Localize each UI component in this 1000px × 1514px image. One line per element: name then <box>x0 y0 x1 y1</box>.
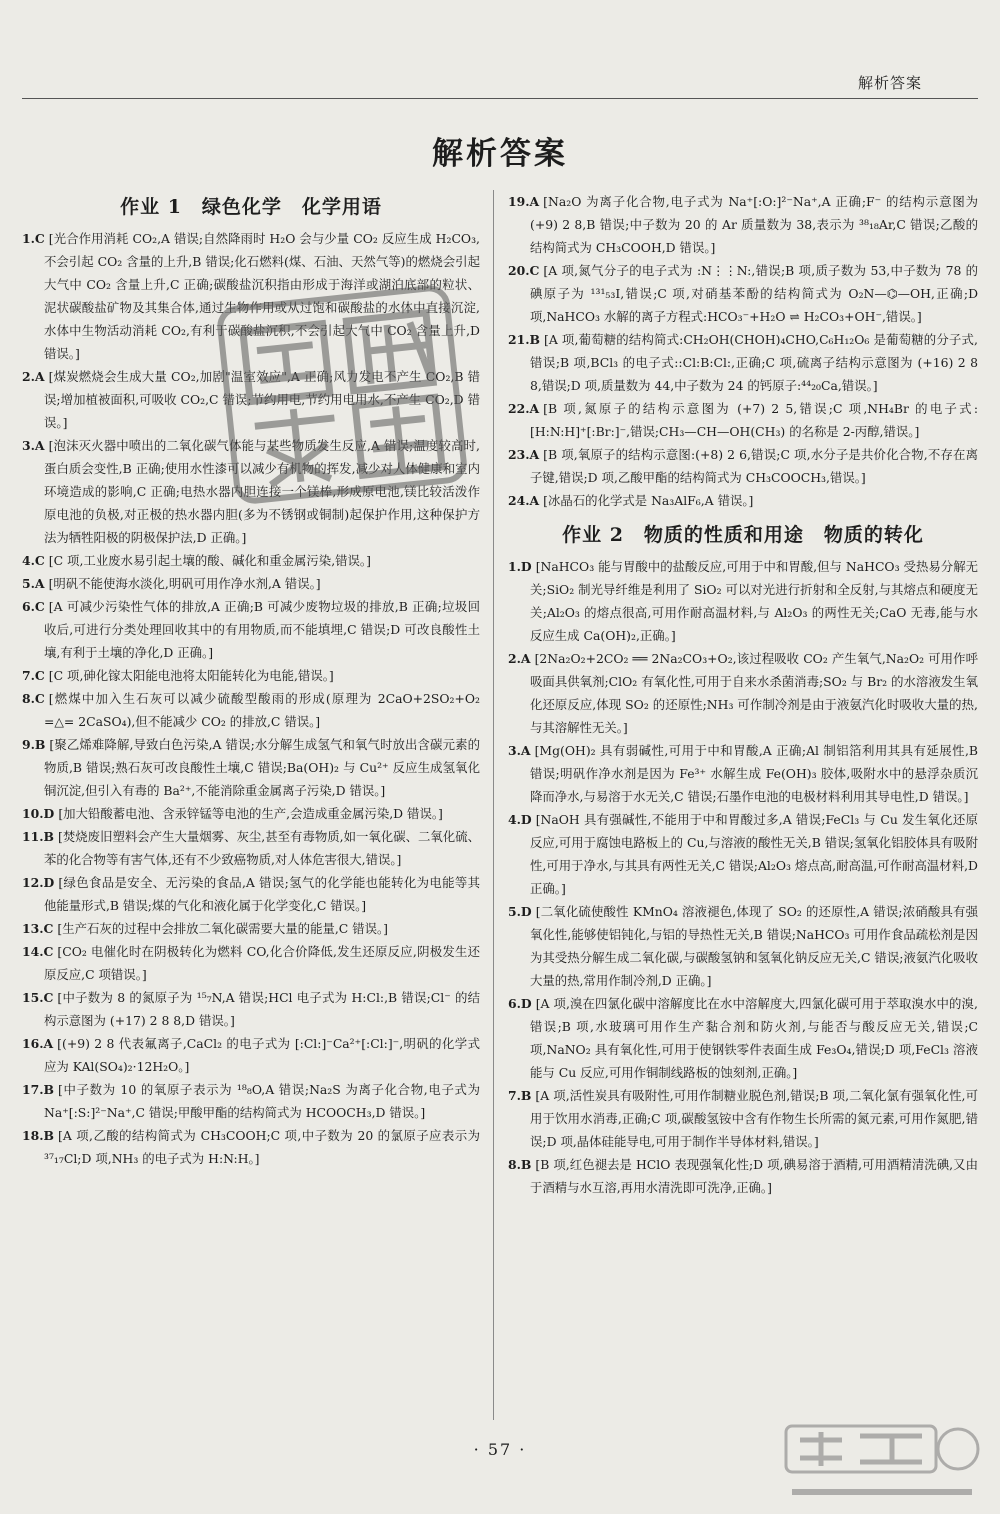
answer-number: 2.A <box>22 369 45 384</box>
answer-number: 18.B <box>22 1128 55 1143</box>
answer-text: [燃煤中加入生石灰可以减少硫酸型酸雨的形成(原理为 2CaO+2SO₂+O₂ =△= 2CaSO₄),但不能减少 CO₂ 的排放,C 错误。] <box>44 691 480 729</box>
answer-item <box>22 986 480 1032</box>
answer-number: 4.D <box>508 812 532 827</box>
answer-number: 8.B <box>508 1157 532 1172</box>
answer-text: [中子数为 8 的氮原子为 ¹⁵₇N,A 错误;HCl 电子式为 H:Cl:,B 错误;Cl⁻ 的结构示意图为 (+17) 2 8 8,D 错误。] <box>44 990 480 1028</box>
answer-item <box>508 259 978 328</box>
answer-item <box>22 1032 480 1078</box>
answer-number: 14.C <box>22 944 54 959</box>
answer-text: [冰晶石的化学式是 Na₃AlF₆,A 错误。] <box>543 493 754 508</box>
answer-text: [二氧化硫使酸性 KMnO₄ 溶液褪色,体现了 SO₂ 的还原性,A 错误;浓硝酸具有强氧化性,能够使铝钝化,与铝的导热性无关,B 错误;NaHCO₃ 可用作食品疏松剂是因为其受热分解生成二氧化碳,与碳酸氢钠和氢氧化钠反应无关,C 错误;液氨汽化吸收大量的热,常用作制冷剂,D 正确。] <box>530 904 978 988</box>
answer-number: 7.B <box>508 1088 532 1103</box>
watermark-logo <box>782 1422 982 1502</box>
answer-text: [焚烧废旧塑料会产生大量烟雾、灰尘,甚至有毒物质,如一氧化碳、二氧化硫、苯的化合物等有害气体,还有不少致癌物质,对人体危害很大,错误。] <box>44 829 480 867</box>
answer-text: [Na₂O 为离子化合物,电子式为 Na⁺[:O:]²⁻Na⁺,A 正确;F⁻ 的结构示意图为 (+9) 2 8,B 错误;中子数为 20 的 Ar 质量数为 38,表示为 ³⁸₁₈Ar,C 错误;乙酸的结构简式为 CH₃COOH,D 错误。] <box>530 194 978 255</box>
answer-text: [C 项,砷化镓太阳能电池将太阳能转化为电能,错误。] <box>48 668 334 683</box>
answer-number: 5.D <box>508 904 532 919</box>
answer-text: [加大铅酸蓄电池、含汞锌锰等电池的生产,会造成重金属污染,D 错误。] <box>58 806 443 821</box>
answer-item <box>22 595 480 664</box>
answer-number: 23.A <box>508 447 540 462</box>
answer-item <box>508 397 978 443</box>
answer-number: 8.C <box>22 691 45 706</box>
answer-number: 22.A <box>508 401 540 416</box>
answer-text: [聚乙烯难降解,导致白色污染,A 错误;水分解生成氢气和氧气时放出含碳元素的物质,B 错误;熟石灰可改良酸性土壤,C 错误;Ba(OH)₂ 与 Cu²⁺ 反应生成氢氧化铜沉淀,但引入有毒的 Ba²⁺,不能消除重金属离子污染,D 错误。] <box>44 737 480 798</box>
answer-number: 13.C <box>22 921 54 936</box>
answer-item <box>508 328 978 397</box>
answer-number: 5.A <box>22 576 45 591</box>
answer-text: [光合作用消耗 CO₂,A 错误;自然降雨时 H₂O 会与少量 CO₂ 反应生成 H₂CO₃,不会引起 CO₂ 含量的上升,B 错误;化石燃料(煤、石油、天然气等)的燃烧会引起大气中 CO₂ 含量上升,C 正确;碳酸盐沉积指由形成于海洋或湖泊底部的粒状、泥状碳酸盐矿物及其集合体,通过生物作用或从过饱和碳酸盐的水体中直接沉淀,水体中生物活动消耗 CO₂,有利于碳酸盐沉积,不会引起大气中 CO₂ 含量上升,D 错误。] <box>44 231 480 361</box>
answer-text: [A 项,溴在四氯化碳中溶解度比在水中溶解度大,四氯化碳可用于萃取溴水中的溴,错误;B 项,水玻璃可用作生产黏合剂和防火剂,与能否与酸反应无关,错误;C 项,NaNO₂ 具有氧化性,可用于使钢铁零件表面生成 Fe₃O₄,错误;D 项,FeCl₃ 溶液能与 Cu 反应,可用作铜制线路板的蚀刻剂,正确。] <box>530 996 978 1080</box>
answer-number: 21.B <box>508 332 541 347</box>
answer-number: 6.D <box>508 996 532 1011</box>
answer-number: 6.C <box>22 599 45 614</box>
answer-item <box>508 739 978 808</box>
answer-text: [(+9) 2 8 代表氟离子,CaCl₂ 的电子式为 [:Cl:]⁻Ca²⁺[:Cl:]⁻,明矾的化学式应为 KAl(SO₄)₂·12H₂O。] <box>44 1036 480 1074</box>
answer-text: [A 项,活性炭具有吸附性,可用作制糖业脱色剂,错误;B 项,二氧化氯有强氧化性,可用于饮用水消毒,正确;C 项,碳酸氢铵中含有作物生长所需的氮元素,可用作氮肥,错误;D 项,晶体硅能导电,可用于制作半导体材料,错误。] <box>530 1088 978 1149</box>
answer-number: 2.A <box>508 651 531 666</box>
answer-number: 9.B <box>22 737 46 752</box>
answer-item <box>22 940 480 986</box>
answer-text: [B 项,氧原子的结构示意图:(+8) 2 6,错误;C 项,水分子是共价化合物,不存在离子键,错误;D 项,乙酸甲酯的结构简式为 CH₃COOCH₃,错误。] <box>530 447 978 485</box>
answer-text: [NaOH 具有强碱性,不能用于中和胃酸过多,A 错误;FeCl₃ 与 Cu 发生氧化还原反应,可用于腐蚀电路板上的 Cu,与溶液的酸性无关,B 错误;氢氧化铝胶体具有吸附性,可用于净水,与其具有两性无关,C 错误;Al₂O₃ 熔点高,耐高温,可作耐高温材料,D 正确。] <box>530 812 978 896</box>
answer-item <box>508 190 978 259</box>
answer-text: [NaHCO₃ 能与胃酸中的盐酸反应,可用于中和胃酸,但与 NaHCO₃ 受热易分解无关;SiO₂ 制光导纤维是利用了 SiO₂ 可以对光进行折射和全反射,与其熔点和硬度无关;Al₂O₃ 的熔点很高,可用作耐高温材料,与 Al₂O₃ 的两性无关;CaO 无毒,能与水反应生成 Ca(OH)₂,正确。] <box>530 559 978 643</box>
answer-text: [2Na₂O₂+2CO₂ ══ 2Na₂CO₃+O₂,该过程吸收 CO₂ 产生氧气,Na₂O₂ 可用作呼吸面具供氧剂;ClO₂ 有氧化性,可用于自来水杀菌消毒;SO₂ 与 Br₂ 的水溶液发生氧化还原反应,体现 SO₂ 的还原性;NH₃ 可作制冷剂是由于液氨汽化时吸收大量的热,与其溶解性无关。] <box>530 651 978 735</box>
answer-item <box>508 1153 978 1199</box>
answer-number: 3.A <box>508 743 531 758</box>
header-rule <box>22 98 978 99</box>
right-column <box>508 190 978 1199</box>
answer-text: [B 项,氮原子的结构示意图为 (+7) 2 5,错误;C 项,NH₄Br 的电子式:[H:N:H]⁺[:Br:]⁻,错误;CH₃—CH—OH(CH₃) 的名称是 2-丙醇,错误。] <box>530 401 978 439</box>
answer-number: 1.C <box>22 231 45 246</box>
section-title: 作业 1 绿色化学 化学用语 <box>120 196 382 218</box>
answer-item <box>22 871 480 917</box>
answer-item <box>508 900 978 992</box>
answer-number: 7.C <box>22 668 45 683</box>
answer-number: 16.A <box>22 1036 54 1051</box>
answer-item <box>508 808 978 900</box>
answer-item <box>508 647 978 739</box>
answer-text: [中子数为 10 的氧原子表示为 ¹⁸₈O,A 错误;Na₂S 为离子化合物,电子式为 Na⁺[:S:]²⁻Na⁺,C 错误;甲酸甲酯的结构简式为 HCOOCH₃,D 错误。] <box>44 1082 480 1120</box>
answer-number: 11.B <box>22 829 55 844</box>
answer-number: 24.A <box>508 493 540 508</box>
answer-number: 3.A <box>22 438 45 453</box>
answer-item <box>22 802 480 825</box>
answer-item <box>22 687 480 733</box>
page-title: 解析答案 <box>432 136 568 172</box>
answer-number: 1.D <box>508 559 532 574</box>
answer-item <box>508 443 978 489</box>
answer-item <box>22 1078 480 1124</box>
answer-number: 4.C <box>22 553 45 568</box>
answer-text: [B 项,红色褪去是 HClO 表现强氧化性;D 项,碘易溶于酒精,可用酒精清洗碘,又由于酒精与水互溶,再用水清洗即可洗净,正确。] <box>530 1157 978 1195</box>
column-divider <box>493 190 494 1420</box>
answer-item <box>508 1084 978 1153</box>
answer-text: [C 项,工业废水易引起土壤的酸、碱化和重金属污染,错误。] <box>48 553 371 568</box>
section-title: 作业 2 物质的性质和用途 物质的转化 <box>562 524 924 546</box>
answer-text: [A 项,乙酸的结构简式为 CH₃COOH;C 项,中子数为 20 的氯原子应表示为 ³⁷₁₇Cl;D 项,NH₃ 的电子式为 H:N:H。] <box>44 1128 480 1166</box>
answer-item <box>508 489 978 512</box>
answer-number: 10.D <box>22 806 55 821</box>
answer-text: [A 项,氮气分子的电子式为 :N⋮⋮N:,错误;B 项,质子数为 53,中子数为 78 的碘原子为 ¹³¹₅₃I,错误;C 项,对硝基苯酚的结构简式为 O₂N—⌬—OH,正确;D 项,NaHCO₃ 水解的离子方程式:HCO₃⁻+H₂O ⇌ H₂CO₃+OH⁻,错误。] <box>530 263 978 324</box>
answer-item <box>22 733 480 802</box>
answer-text: [明矾不能使海水淡化,明矾可用作净水剂,A 错误。] <box>48 576 321 591</box>
stamp-logo <box>212 280 472 509</box>
answer-item <box>22 549 480 572</box>
running-head: 解析答案 <box>857 74 922 92</box>
answer-text: [A 项,葡萄糖的结构简式:CH₂OH(CHOH)₄CHO,C₆H₁₂O₆ 是葡萄糖的分子式,错误;B 项,BCl₃ 的电子式::Cl:B:Cl:,正确;C 项,硫离子结构示意图为 (+16) 2 8 8,错误;D 项,质量数为 44,中子数为 24 的钙原子:⁴⁴₂₀Ca,错误。] <box>530 332 978 393</box>
answer-item <box>508 555 978 647</box>
answer-number: 17.B <box>22 1082 55 1097</box>
answer-text: [A 可减少污染性气体的排放,A 正确;B 可减少废物垃圾的排放,B 正确;垃圾回收后,可进行分类处理回收其中的有用物质,而不能填埋,C 错误;D 可改良酸性土壤,有利于土壤的净化,D 正确。] <box>44 599 480 660</box>
answer-item <box>22 1124 480 1170</box>
answer-number: 19.A <box>508 194 540 209</box>
page-number: · 57 · <box>473 1440 527 1459</box>
answer-item <box>22 825 480 871</box>
answer-number: 20.C <box>508 263 540 278</box>
answer-text: [生产石灰的过程中会排放二氧化碳需要大量的能量,C 错误。] <box>57 921 389 936</box>
answer-item <box>22 572 480 595</box>
answer-text: [CO₂ 电催化时在阴极转化为燃料 CO,化合价降低,发生还原反应,阴极发生还原反应,C 项错误。] <box>44 944 480 982</box>
answer-item <box>22 664 480 687</box>
answer-number: 12.D <box>22 875 55 890</box>
answer-text: [泡沫灭火器中喷出的二氧化碳气体能与某些物质发生反应,A 错误;温度较高时,蛋白质会变性,B 正确;使用水性漆可以减少有机物的挥发,减少对人体健康和室内环境造成的影响,C 正确;电热水器内胆连接一个镁棒,形成原电池,镁比较活泼作原电池的负极,对正极的热水器内胆(多为不锈钢或铜制)起保护作用,这种保护方法为牺牲阳极的阴极保护法,D 正确。] <box>44 438 480 545</box>
answer-number: 15.C <box>22 990 54 1005</box>
answer-text: [煤炭燃烧会生成大量 CO₂,加剧"温室效应",A 正确;风力发电不产生 CO₂,B 错误;增加植被面积,可吸收 CO₂,C 错误;节约用电,节约用电用水,不产生 CO₂,D 错误。] <box>44 369 480 430</box>
answer-text: [Mg(OH)₂ 具有弱碱性,可用于中和胃酸,A 正确;Al 制铝箔利用其具有延展性,B 错误;明矾作净水剂是因为 Fe³⁺ 水解生成 Fe(OH)₃ 胶体,吸附水中的悬浮杂质沉降而净水,与易溶于水无关,C 错误;石墨作电池的电极材料利用其导电性,D 错误。] <box>530 743 978 804</box>
answer-text: [绿色食品是安全、无污染的食品,A 错误;氢气的化学能也能转化为电能等其他能量形式,B 错误;煤的气化和液化属于化学变化,C 错误。] <box>44 875 480 913</box>
answer-item <box>508 992 978 1084</box>
answer-item <box>22 917 480 940</box>
